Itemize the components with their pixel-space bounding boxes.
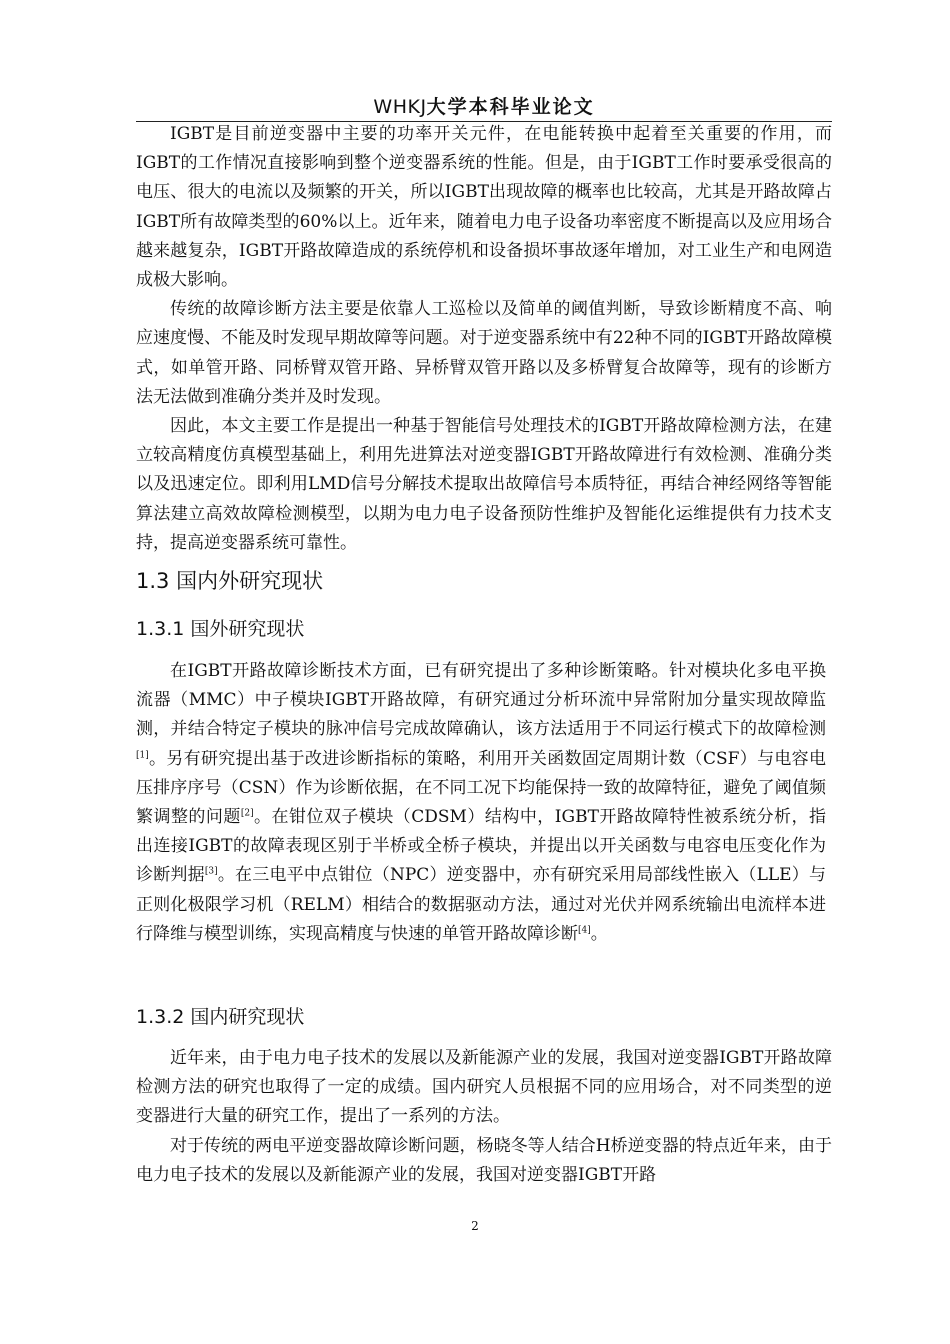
foreign-text-part-3: 。在钳位双子模块（CDSM）结构中，IGBT开路故障特性被系统分析，指出连接IGBT的故障表现区别于半桥或全桥子模块，并提出以开关函数与电容电压变化作为诊断判据 xyxy=(136,807,827,886)
foreign-text-part-2: 。另有研究提出基于改进诊断指标的策略，利用开关函数固定周期计数（CSF）与电容电压排序序号（CSN）作为诊断依据，在不同工况下均能保持一致的故障特征，避免了阈值频繁调整的问题 xyxy=(136,748,826,828)
intro-paragraph-2: 传统的故障诊断方法主要是依靠人工巡检以及简单的阈值判断，导致诊断精度不高、响应速度慢、不能及时发现早期故障等问题。对于逆变器系统中有22种不同的IGBT开路故障模式，如单管开路、同桥臂双管开路、异桥臂双管开路以及多桥臂复合故障等，现有的诊断方法无法做到准确分类并及时发现。 xyxy=(136,299,832,407)
citation-3: [3] xyxy=(204,866,218,877)
citation-2: [2] xyxy=(240,808,254,819)
intro-section xyxy=(136,120,832,558)
foreign-research-paragraph xyxy=(136,657,826,949)
domestic-paragraph-2: 对于传统的两电平逆变器故障诊断问题，杨晓冬等人结合H桥逆变器的特点近年来，由于电力电子技术的发展以及新能源产业的发展，我国对逆变器IGBT开路 xyxy=(136,1135,832,1185)
subsection-heading-domestic: 1.3.2 国内研究现状 xyxy=(136,1006,305,1028)
citation-4: [4] xyxy=(578,925,591,936)
page-header xyxy=(136,94,832,120)
foreign-text-part-1: 在IGBT开路故障诊断技术方面，已有研究提出了多种诊断策略。针对模块化多电平换流器（MMC）中子模块IGBT开路故障，有研究通过分析环流中异常附加分量实现故障监测，并结合特定子模块的脉冲信号完成故障确认，该方法适用于不同运行模式下的故障检测 xyxy=(136,661,826,740)
intro-paragraph-3: 因此，本文主要工作是提出一种基于智能信号处理技术的IGBT开路故障检测方法，在建立较高精度仿真模型基础上，利用先进算法对逆变器IGBT开路故障进行有效检测、准确分类以及迅速定位。即利用LMD信号分解技术提取出故障信号本质特征，再结合神经网络等智能算法建立高效故障检测模型，以期为电力电子设备预防性维护及智能化运维提供有力技术支持，提高逆变器系统可靠性。 xyxy=(136,416,832,553)
intro-paragraph-1: IGBT是目前逆变器中主要的功率开关元件，在电能转换中起着至关重要的作用，而IGBT的工作情况直接影响到整个逆变器系统的性能。但是，由于IGBT工作时要承受很高的电压、很大的电流以及频繁的开关，所以IGBT出现故障的概率也比较高，尤其是开路故障占IGBT所有故障类型的60%以上。近年来，随着电力电子设备功率密度不断提高以及应用场合越来越复杂，IGBT开路故障造成的系统停机和设备损坏事故逐年增加，对工业生产和电网造成极大影响。 xyxy=(136,124,832,291)
header-code: WHKJ xyxy=(373,96,427,118)
foreign-research-section xyxy=(136,657,826,949)
domestic-research-section xyxy=(136,1044,832,1190)
domestic-paragraph-1: 近年来，由于电力电子技术的发展以及新能源产业的发展，我国对逆变器IGBT开路故障检测方法的研究也取得了一定的成绩。国内研究人员根据不同的应用场合，对不同类型的逆变器进行大量的研究工作，提出了一系列的方法。 xyxy=(136,1048,832,1127)
subsection-heading-foreign: 1.3.1 国外研究现状 xyxy=(136,618,305,640)
foreign-text-end: 。 xyxy=(590,923,608,944)
citation-1: [1] xyxy=(136,749,149,760)
section-heading: 1.3 国内外研究现状 xyxy=(136,569,324,593)
header-title: 大学本科毕业论文 xyxy=(426,96,595,118)
foreign-text-part-4: 。在三电平中点钳位（NPC）逆变器中，亦有研究采用局部线性嵌入（LLE）与正则化极限学习机（RELM）相结合的数据驱动方法，通过对光伏并网系统输出电流样本进行降维与模型训练，实现高精度与快速的单管开路故障诊断 xyxy=(136,865,826,944)
page-number: 2 xyxy=(471,1219,479,1233)
